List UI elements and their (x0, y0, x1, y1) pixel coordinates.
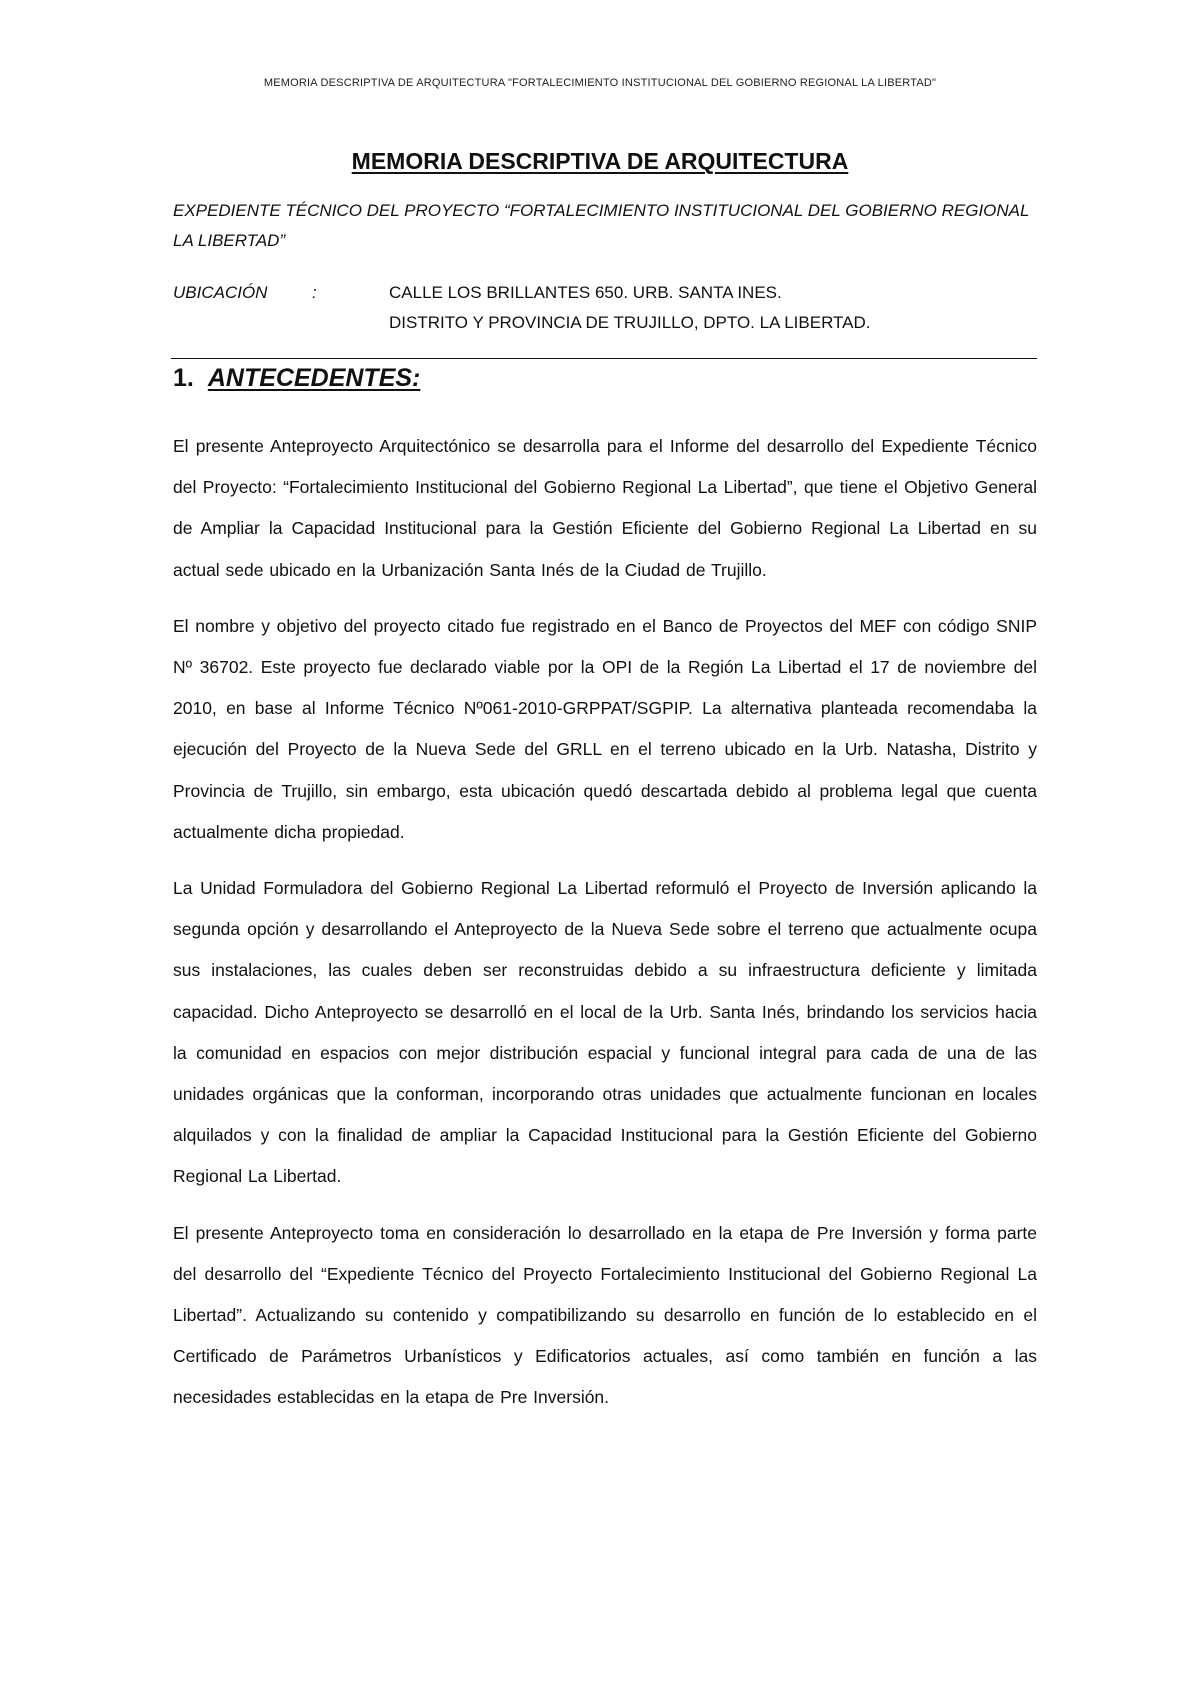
location-label: UBICACIÓN (173, 283, 268, 302)
paragraph: La Unidad Formuladora del Gobierno Regional La Libertad reformuló el Proyecto de Inversión aplicando la segunda opción y desarrollando el Anteproyecto de la Nueva Sede sobre el terreno que actualmente ocupa sus instalaciones, las cuales deben ser reconstruidas debido a su infraestructura deficiente y limitada capacidad. Dicho Anteproyecto se desarrolló en el local de la Urb. Santa Inés, brindando los servicios hacia la comunidad en espacios con mejor distribución espacial y funcional integral para cada de una de las unidades orgánicas que la conforman, incorporando otras unidades que actualmente funcionan en locales alquilados y con la finalidad de ampliar la Capacidad Institucional para la Gestión Eficiente del Gobierno Regional La Libertad. (173, 878, 1037, 1187)
body-text (173, 426, 1037, 1434)
document-subtitle: EXPEDIENTE TÉCNICO DEL PROYECTO “FORTALECIMIENTO INSTITUCIONAL DEL GOBIERNO REGIONAL LA LIBERTAD” (173, 201, 1030, 250)
section-number: 1. (173, 364, 194, 392)
paragraph: El presente Anteproyecto toma en consideración lo desarrollado en la etapa de Pre Inversión y forma parte del desarrollo del “Expediente Técnico del Proyecto Fortalecimiento Institucional del Gobierno Regional La Libertad”. Actualizando su contenido y compatibilizando su desarrollo en función de lo establecido en el Certificado de Parámetros Urbanísticos y Edificatorios actuales, así como también en función a las necesidades establecidas en la etapa de Pre Inversión. (173, 1222, 1037, 1408)
location-line-2: DISTRITO Y PROVINCIA DE TRUJILLO, DPTO. LA LIBERTAD. (389, 313, 871, 332)
location-address (389, 278, 1049, 338)
location-separator: : (312, 283, 317, 302)
location-line-1: CALLE LOS BRILLANTES 650. URB. SANTA INES. (389, 283, 782, 302)
running-header: MEMORIA DESCRIPTIVA DE ARQUITECTURA "FORTALECIMIENTO INSTITUCIONAL DEL GOBIERNO REGIONAL LA LIBERTAD" (263, 77, 937, 89)
document-title: MEMORIA DESCRIPTIVA DE ARQUITECTURA (351, 148, 849, 174)
section-heading (173, 364, 420, 393)
horizontal-rule (171, 358, 1037, 359)
section-title: ANTECEDENTES: (207, 364, 421, 392)
paragraph: El nombre y objetivo del proyecto citado fue registrado en el Banco de Proyectos del MEF con código SNIP Nº 36702. Este proyecto fue declarado viable por la OPI de la Región La Libertad el 17 de noviembre del 2010, en base al Informe Técnico Nº061-2010-GRPPAT/SGPIP. La alternativa planteada recomendaba la ejecución del Proyecto de la Nueva Sede del GRLL en el terreno ubicado en la Urb. Natasha, Distrito y Provincia de Trujillo, sin embargo, esta ubicación quedó descartada debido al problema legal que cuenta actualmente dicha propiedad. (173, 615, 1037, 842)
paragraph: El presente Anteproyecto Arquitectónico se desarrolla para el Informe del desarrollo del Expediente Técnico del Proyecto: “Fortalecimiento Institucional del Gobierno Regional La Libertad”, que tiene el Objetivo General de Ampliar la Capacidad Institucional para la Gestión Eficiente del Gobierno Regional La Libertad en su actual sede ubicado en la Urbanización Santa Inés de la Ciudad de Trujillo. (173, 436, 1037, 580)
